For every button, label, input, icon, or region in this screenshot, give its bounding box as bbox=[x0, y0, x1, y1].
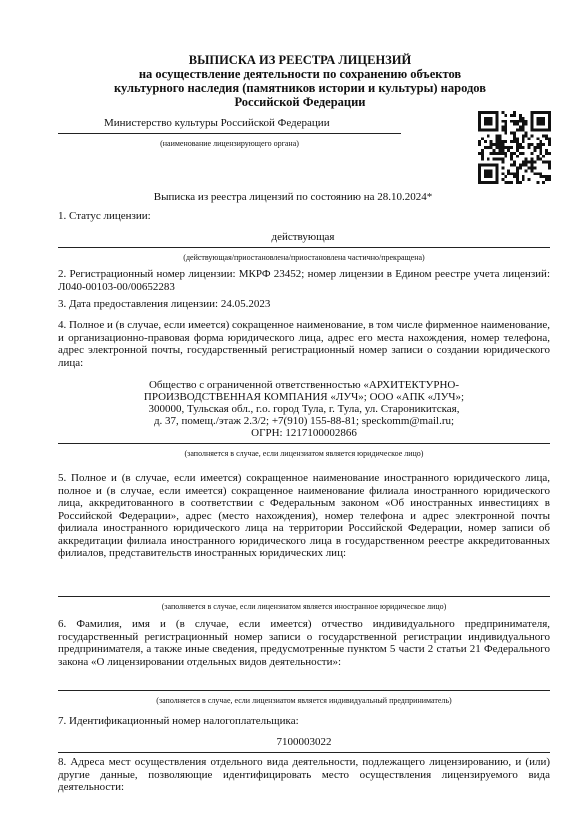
individual-entrepreneur-heading: 6. Фамилия, имя и (в случае, если имеется) отчество индивидуального предпринимателя, государственный регистрационный номер записи о государственной регистрации индивидуального предпринимателя, а также иные сведения, предусмотренные пунктом 5 части 2 статьи 21 Федерального закона «О лицензировании отдельных видов деятельности»: bbox=[58, 618, 550, 668]
license-date: 3. Дата предоставления лицензии: 24.05.2023 bbox=[58, 298, 271, 310]
statement-date: Выписка из реестра лицензий по состоянию на 28.10.2024* bbox=[153, 191, 433, 203]
registration-number: 2. Регистрационный номер лицензии: МКРФ 23452; номер лицензии в Едином реестре учета лицензий: Л040-00103-00/00652283 bbox=[58, 268, 550, 293]
license-status-label: 1. Статус лицензии: bbox=[58, 210, 151, 222]
license-status-value: действующая bbox=[271, 231, 335, 243]
inn-label: 7. Идентификационный номер налогоплательщика: bbox=[58, 715, 299, 727]
legal-entity-ogrn: ОГРН: 1217100002866 bbox=[251, 427, 357, 439]
licensing-organ-caption: (наименование лицензирующего органа) bbox=[160, 139, 299, 148]
document-subtitle-line: культурного наследия (памятников истории и культуры) народов bbox=[113, 81, 486, 95]
legal-entity-value-line: ПРОИЗВОДСТВЕННАЯ КОМПАНИЯ «ЛУЧ»; ООО «АПК «ЛУЧ»; bbox=[143, 391, 465, 403]
foreign-entity-caption: (заполняется в случае, если лицензиатом является иностранное юридическое лицо) bbox=[161, 602, 447, 611]
divider bbox=[58, 690, 550, 691]
licensing-organ-name: Министерство культуры Российской Федерации bbox=[104, 117, 330, 129]
document-title: ВЫПИСКА ИЗ РЕЕСТРА ЛИЦЕНЗИЙ bbox=[188, 53, 412, 67]
legal-entity-value-line: Общество с ограниченной ответственностью «АРХИТЕКТУРНО- bbox=[148, 379, 459, 391]
legal-entity-heading: 4. Полное и (в случае, если имеется) сокращенное наименование, в том числе фирменное наименование, и организационно-правовая форма юридического лица, адрес его места нахождения, номер телефона, адрес электронной почты, государственный регистрационный номер записи о создании юридического лица: bbox=[58, 319, 550, 369]
foreign-entity-heading: 5. Полное и (в случае, если имеется) сокращенное наименование иностранного юридического лица, полное и (в случае, если имеется) сокращенное наименование филиала иностранного юридического лица, аккредитованного в соответствии с Федеральным законом «Об иностранных инвестициях в Российской Федерации», адрес (место нахождения), номер телефона и адрес электронной почты филиала иностранного юридического лица на территории Российской Федерации, номер записи об аккредитации филиала иностранного юридического лица в государственном реестре аккредитованных филиалов, представительств иностранных юридических лиц: bbox=[58, 472, 550, 559]
divider bbox=[58, 443, 550, 444]
individual-entrepreneur-caption: (заполняется в случае, если лицензиатом является индивидуальный предприниматель) bbox=[156, 696, 452, 705]
license-status-caption: (действующая/приостановлена/приостановлена частично/прекращена) bbox=[183, 253, 425, 262]
divider bbox=[58, 596, 550, 597]
legal-entity-value-line: 300000, Тульская обл., г.о. город Тула, г. Тула, ул. Староникитская, bbox=[148, 403, 460, 415]
divider bbox=[58, 133, 401, 134]
legal-entity-value-line: д. 37, помещ./этаж 2.3/2; +7(910) 155-88-81; speckomm@mail.ru; bbox=[153, 415, 455, 427]
document-subtitle-line: на осуществление деятельности по сохранению объектов bbox=[138, 67, 462, 81]
document-subtitle-line: Российской Федерации bbox=[234, 95, 366, 109]
divider bbox=[58, 247, 550, 248]
divider bbox=[58, 752, 550, 753]
qr-code-icon bbox=[478, 111, 551, 184]
activity-addresses-heading: 8. Адреса мест осуществления отдельного вида деятельности, подлежащего лицензированию, и (или) другие данные, позволяющие идентифицировать место осуществления лицензируемого вида деятельности: bbox=[58, 756, 550, 793]
inn-value: 7100003022 bbox=[276, 736, 332, 748]
legal-entity-caption: (заполняется в случае, если лицензиатом является юридическое лицо) bbox=[184, 449, 424, 458]
